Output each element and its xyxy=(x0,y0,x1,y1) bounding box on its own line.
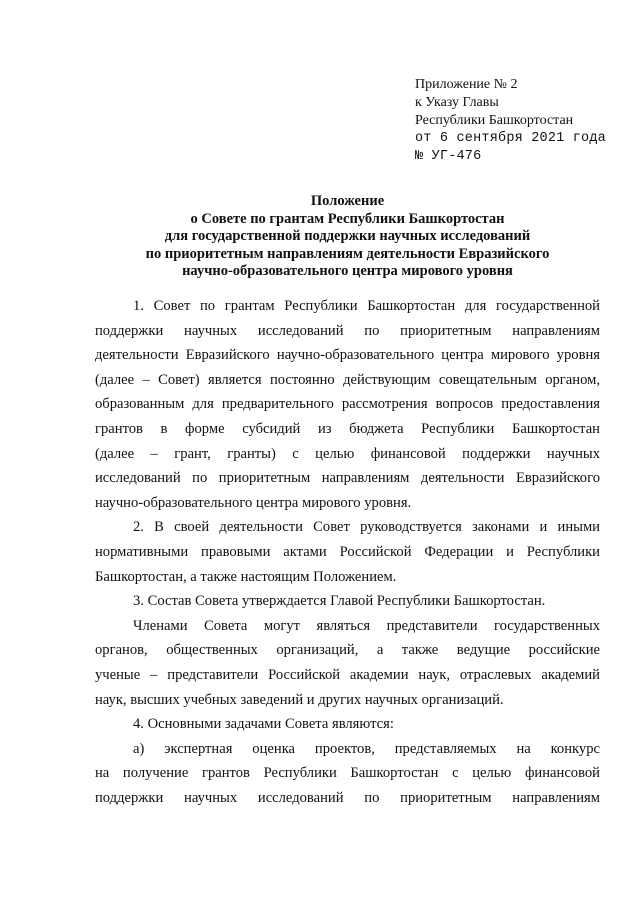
document-body xyxy=(95,294,600,810)
text-line: а) экспертная оценка проектов, представляемых на конкурс xyxy=(133,740,600,757)
text-line: 1. Совет по грантам Республики Башкортостан для государственной xyxy=(133,298,600,314)
text-line: поддержки научных исследований по приоритетным направлениям xyxy=(95,789,600,806)
text-line: наук, высших учебных заведений и других научных организаций. xyxy=(95,691,504,708)
appendix-number: № УГ-476 xyxy=(415,149,482,164)
title-line-1: Положение xyxy=(310,193,385,209)
text-line: (далее – Совет) является постоянно действующим совещательным органом, xyxy=(95,371,600,388)
title-line-4: по приоритетным направлениям деятельности Евразийского xyxy=(145,245,550,262)
appendix-date: от 6 сентября 2021 года xyxy=(415,131,606,146)
title-line-3: для государственной поддержки научных исследований xyxy=(164,228,531,244)
text-line: Членами Совета могут являться представители государственных xyxy=(133,617,600,634)
text-line: научно-образовательного центра мирового уровня. xyxy=(95,494,412,511)
text-line: нормативными правовыми актами Российской Федерации и Республики xyxy=(95,543,600,560)
appendix-line-3: Республики Башкортостан xyxy=(415,113,574,128)
text-line: органов, общественных организаций, а также ведущие российские xyxy=(95,642,600,659)
text-line: 4. Основными задачами Совета являются: xyxy=(133,716,394,733)
title-line-5: научно-образовательного центра мирового уровня xyxy=(182,263,513,279)
text-line: 3. Состав Совета утверждается Главой Республики Башкортостан. xyxy=(133,593,546,610)
text-line: исследований по приоритетным направлениям деятельности Евразийского xyxy=(95,470,600,487)
appendix-line-2: к Указу Главы xyxy=(415,95,499,110)
text-line: ученые – представители Российской академии наук, отраслевых академий xyxy=(95,666,600,683)
appendix-block xyxy=(415,76,635,166)
text-line: на получение грантов Республики Башкортостан с целью финансовой xyxy=(95,765,600,782)
text-line: грантов в форме субсидий из бюджета Республики Башкортостан xyxy=(95,420,600,437)
text-line: 2. В своей деятельности Совет руководствуется законами и иными xyxy=(133,519,600,536)
text-line: поддержки научных исследований по приоритетным направлениям xyxy=(95,322,600,339)
text-line: Башкортостан, а также настоящим Положением. xyxy=(95,568,397,585)
title-line-2: о Совете по грантам Республики Башкортостан xyxy=(190,210,505,227)
text-line: (далее – грант, гранты) с целью финансовой поддержки научных xyxy=(95,445,600,462)
appendix-line-1: Приложение № 2 xyxy=(415,77,518,92)
text-line: образованным для предварительного рассмотрения вопросов предоставления xyxy=(95,396,600,413)
document-title xyxy=(90,193,605,281)
text-line: деятельности Евразийского научно-образовательного центра мирового уровня xyxy=(95,347,600,364)
